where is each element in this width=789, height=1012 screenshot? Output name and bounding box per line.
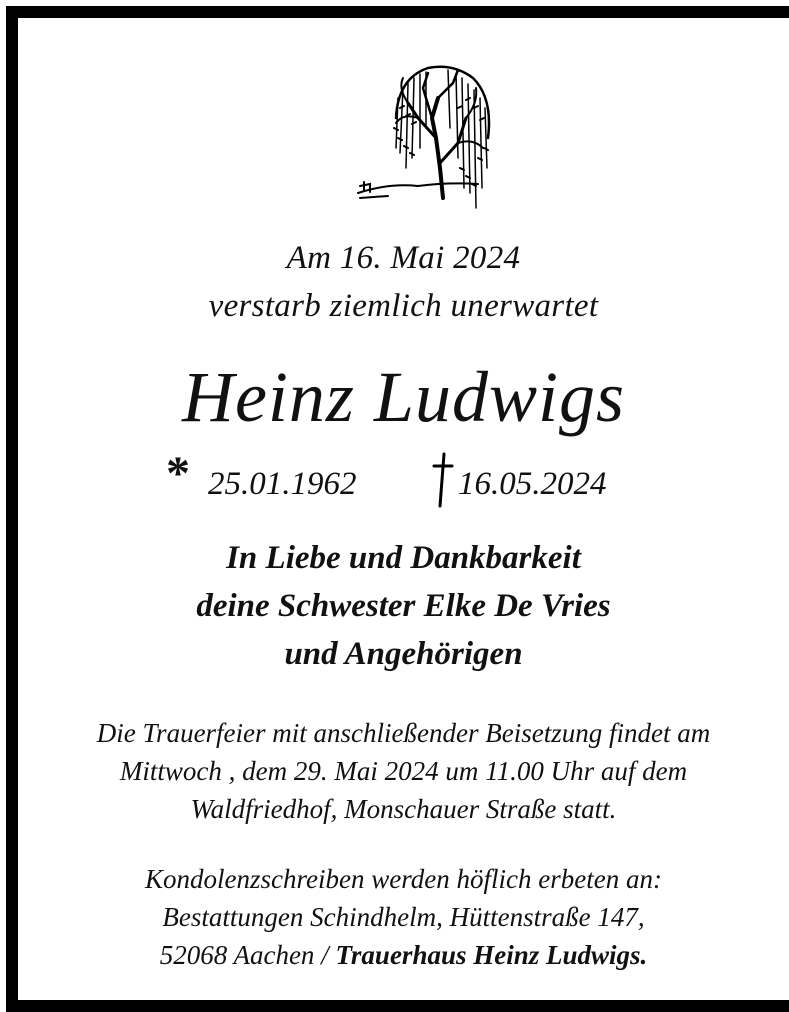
ceremony-line-1: Die Trauerfeier mit anschließender Beisetzung findet am [96, 718, 711, 748]
birth-date: 25.01.1962 [208, 466, 357, 502]
ceremony-line-3: Waldfriedhof, Monschauer Straße statt. [190, 794, 617, 824]
life-dates [18, 447, 789, 510]
death-date: 16.05.2024 [458, 466, 607, 502]
deceased-name: Heinz Ludwigs [181, 357, 626, 437]
condolence-line-1: Kondolenzschreiben werden höflich erbeten an: [145, 864, 662, 894]
condolence-line-2: Bestattungen Schindhelm, Hüttenstraße 147, [162, 902, 645, 932]
thanks-line-1: In Liebe und Dankbarkeit [226, 540, 581, 576]
obituary-frame [6, 6, 789, 1012]
thanks-line-3: und Angehörigen [284, 636, 523, 672]
condolence-recipient: Trauerhaus Heinz Ludwigs. [335, 940, 648, 970]
birth-star-icon: * [166, 447, 190, 500]
condolence-address: 52068 Aachen / [159, 940, 336, 970]
intro-line-2: verstarb ziemlich unerwartet [208, 288, 599, 324]
weeping-willow-tree-icon [348, 58, 518, 218]
ceremony-line-2: Mittwoch , dem 29. Mai 2024 um 11.00 Uhr auf dem [119, 756, 688, 786]
condolence-line-3 [18, 940, 789, 971]
intro-line-1: Am 16. Mai 2024 [286, 240, 521, 276]
thanks-line-2: deine Schwester Elke De Vries [196, 588, 611, 624]
cross-icon [428, 452, 456, 508]
